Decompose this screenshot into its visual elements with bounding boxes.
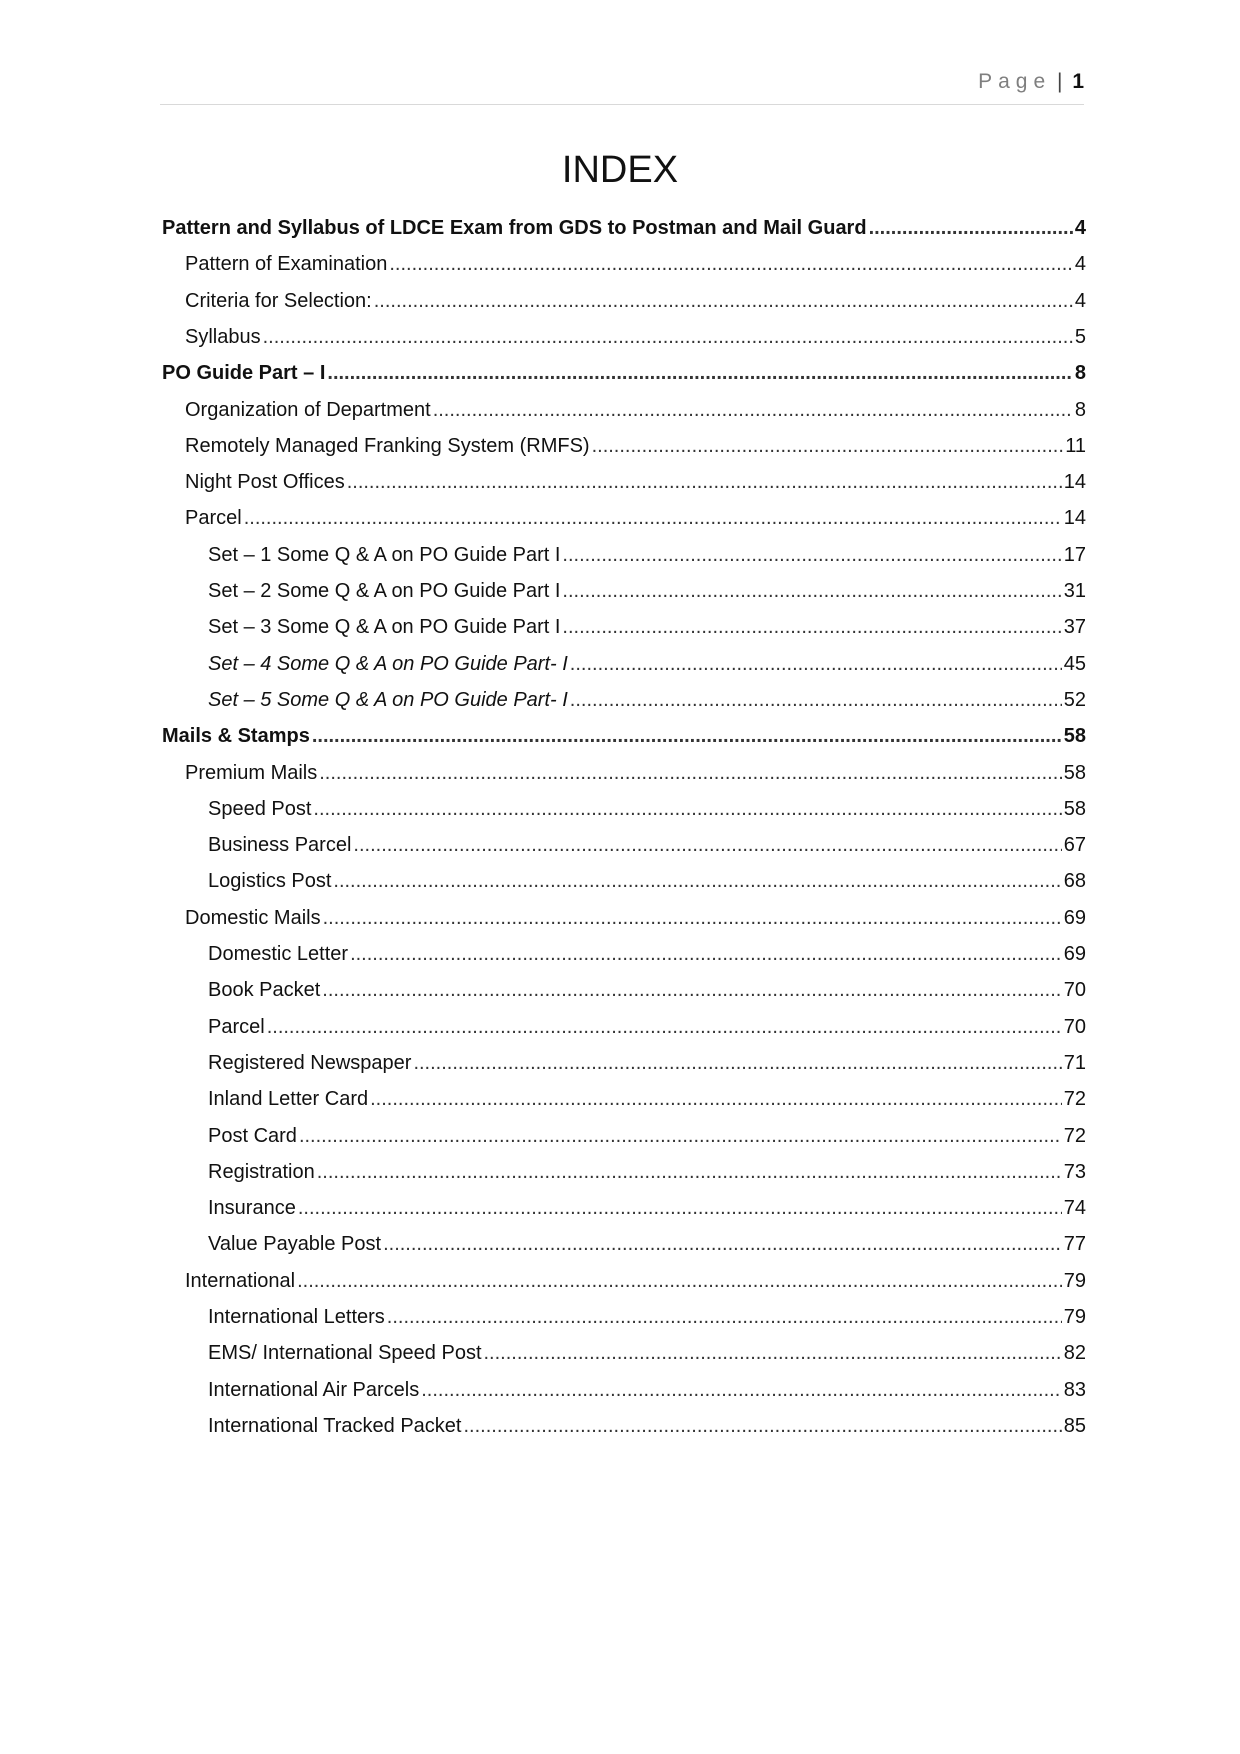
toc-entry-title: Domestic Mails	[185, 906, 321, 929]
toc-dot-leader	[353, 829, 1061, 861]
toc-dot-leader	[347, 466, 1062, 498]
page-separator: |	[1057, 70, 1063, 93]
toc-entry-title: International Air Parcels	[208, 1378, 420, 1401]
toc-dot-leader	[570, 684, 1062, 716]
toc-dot-leader	[299, 1120, 1062, 1152]
toc-entry-page-number: 72	[1063, 1088, 1086, 1111]
toc-entry-title: Pattern and Syllabus of LDCE Exam from GDS to Postman and Mail Guard	[162, 217, 867, 239]
toc-entry-title: International Letters	[208, 1306, 385, 1328]
toc-entry[interactable]	[208, 793, 1086, 825]
toc-entry-title: Premium Mails	[185, 761, 318, 784]
toc-dot-leader	[312, 720, 1062, 752]
toc-entry-title: Domestic Letter	[208, 943, 349, 965]
toc-entry-title: Mails & Stamps	[162, 725, 310, 748]
toc-dot-leader	[244, 502, 1062, 534]
toc-entry-page-number: 72	[1063, 1124, 1086, 1147]
toc-entry[interactable]	[185, 321, 1086, 353]
toc-entry-title: Set – 5 Some Q & A on PO Guide Part- I	[208, 688, 568, 711]
toc-entry[interactable]	[208, 575, 1086, 607]
toc-entry-page-number: 17	[1063, 543, 1086, 566]
toc-entry-title: International Tracked Packet	[208, 1414, 462, 1437]
toc-entry-page-number: 14	[1063, 471, 1086, 494]
toc-dot-leader	[263, 321, 1073, 353]
toc-entry[interactable]	[208, 1047, 1086, 1079]
toc-entry[interactable]	[208, 1374, 1086, 1406]
toc-entry[interactable]	[208, 938, 1086, 970]
toc-entry-page-number: 82	[1063, 1342, 1086, 1365]
toc-entry-page-number: 70	[1063, 979, 1086, 1002]
toc-entry-page-number: 85	[1063, 1414, 1086, 1437]
toc-entry-title: Inland Letter Card	[208, 1088, 369, 1111]
toc-entry-page-number: 83	[1063, 1378, 1086, 1401]
toc-entry-page-number: 68	[1063, 870, 1086, 893]
toc-entry-page-number: 77	[1063, 1233, 1086, 1256]
toc-entry-title: International	[185, 1269, 296, 1292]
toc-entry-title: Syllabus	[185, 325, 261, 348]
toc-entry-page-number: 5	[1074, 325, 1086, 348]
toc-entry-page-number: 37	[1063, 616, 1086, 639]
toc-entry[interactable]	[208, 1011, 1086, 1043]
toc-entry-page-number: 69	[1063, 906, 1086, 929]
toc-entry-title: Book Packet	[208, 979, 321, 1002]
toc-entry[interactable]	[208, 1120, 1086, 1152]
toc-entry-page-number: 69	[1063, 943, 1086, 965]
toc-entry-page-number: 67	[1063, 834, 1086, 857]
toc-entry-title: PO Guide Part – I	[162, 362, 326, 385]
toc-dot-leader	[387, 1301, 1062, 1333]
toc-dot-leader	[313, 793, 1061, 825]
toc-entry[interactable]	[208, 829, 1086, 861]
toc-entry-page-number: 14	[1063, 507, 1086, 530]
toc-entry[interactable]	[208, 611, 1086, 643]
toc-entry-title: Organization of Department	[185, 398, 431, 421]
toc-dot-leader	[319, 757, 1062, 789]
toc-dot-leader	[333, 865, 1061, 897]
toc-entry-page-number: 52	[1063, 688, 1086, 711]
toc-entry[interactable]	[208, 1410, 1086, 1442]
toc-entry-page-number: 58	[1063, 725, 1086, 748]
toc-dot-leader	[592, 430, 1064, 462]
toc-entry[interactable]	[185, 757, 1086, 789]
toc-dot-leader	[484, 1337, 1062, 1369]
toc-dot-leader	[413, 1047, 1061, 1079]
toc-entry-page-number: 11	[1065, 434, 1086, 457]
toc-dot-leader	[267, 1011, 1062, 1043]
toc-entry-title: Business Parcel	[208, 834, 352, 857]
toc-dot-leader	[322, 974, 1061, 1006]
toc-dot-leader	[562, 611, 1061, 643]
toc-entry[interactable]	[208, 648, 1086, 680]
toc-dot-leader	[374, 285, 1073, 317]
toc-entry[interactable]	[185, 248, 1086, 280]
toc-entry-page-number: 31	[1063, 580, 1086, 602]
toc-entry-title: Post Card	[208, 1124, 297, 1147]
index-title: INDEX	[561, 149, 679, 191]
page-label: Page	[978, 70, 1052, 93]
toc-entry-page-number: 74	[1063, 1197, 1086, 1220]
toc-entry-page-number: 70	[1063, 1015, 1086, 1038]
toc-entry-page-number: 8	[1074, 398, 1086, 421]
toc-dot-leader	[570, 648, 1062, 680]
toc-dot-leader	[297, 1265, 1062, 1297]
toc-entry[interactable]	[208, 1301, 1086, 1333]
toc-dot-leader	[421, 1374, 1062, 1406]
toc-entry-title: Criteria for Selection:	[185, 289, 372, 312]
toc-entry-title: Night Post Offices	[185, 471, 345, 494]
toc-dot-leader	[323, 902, 1062, 934]
toc-dot-leader	[463, 1410, 1061, 1442]
toc-entry[interactable]	[162, 212, 1086, 244]
toc-dot-leader	[562, 575, 1061, 607]
toc-entry-title: EMS/ International Speed Post	[208, 1342, 482, 1365]
toc-entry[interactable]	[185, 502, 1086, 534]
toc-entry[interactable]	[162, 357, 1086, 389]
toc-entry-page-number: 71	[1063, 1051, 1086, 1074]
toc-entry-title: Set – 3 Some Q & A on PO Guide Part I	[208, 616, 561, 639]
toc-dot-leader	[327, 357, 1072, 389]
toc-dot-leader	[562, 539, 1061, 571]
toc-entry-title: Speed Post	[208, 797, 312, 820]
toc-entry-page-number: 4	[1074, 217, 1086, 239]
toc-entry-title: Pattern of Examination	[185, 253, 388, 276]
toc-dot-leader	[383, 1228, 1062, 1260]
toc-entry-title: Insurance	[208, 1197, 296, 1220]
toc-entry[interactable]	[208, 1228, 1086, 1260]
toc-dot-leader	[869, 212, 1073, 244]
toc-entry[interactable]	[185, 285, 1086, 317]
toc-entry[interactable]	[208, 539, 1086, 571]
toc-entry-title: Parcel	[185, 507, 242, 530]
toc-dot-leader	[350, 938, 1062, 970]
toc-entry[interactable]	[162, 720, 1086, 752]
toc-entry[interactable]	[208, 1156, 1086, 1188]
toc-entry[interactable]	[185, 902, 1086, 934]
toc-entry-page-number: 4	[1074, 253, 1086, 276]
toc-dot-leader	[317, 1156, 1062, 1188]
toc-entry-title: Registration	[208, 1160, 315, 1183]
toc-entry-page-number: 45	[1063, 652, 1086, 675]
toc-entry-title: Set – 4 Some Q & A on PO Guide Part- I	[208, 652, 568, 675]
toc-dot-leader	[298, 1192, 1062, 1224]
toc-entry[interactable]	[208, 974, 1086, 1006]
toc-entry-title: Set – 2 Some Q & A on PO Guide Part I	[208, 580, 561, 602]
toc-entry[interactable]	[185, 466, 1086, 498]
toc-entry[interactable]	[208, 1192, 1086, 1224]
toc-entry-page-number: 79	[1063, 1306, 1086, 1328]
toc-entry-page-number: 8	[1074, 362, 1086, 385]
toc-entry-title: Registered Newspaper	[208, 1051, 412, 1074]
toc-entry-page-number: 73	[1063, 1160, 1086, 1183]
toc-dot-leader	[433, 394, 1073, 426]
toc-entry[interactable]	[185, 1265, 1086, 1297]
page-header	[160, 70, 1084, 105]
toc-entry-page-number: 4	[1074, 289, 1086, 312]
toc-entry-page-number: 79	[1063, 1269, 1086, 1292]
toc-entry[interactable]	[185, 430, 1086, 462]
toc-entry-title: Value Payable Post	[208, 1233, 382, 1256]
toc-entry-page-number: 58	[1063, 797, 1086, 820]
toc-entry-page-number: 58	[1063, 761, 1086, 784]
toc-entry[interactable]	[208, 1083, 1086, 1115]
toc-entry-title: Parcel	[208, 1015, 265, 1038]
page-number: 1	[1072, 70, 1084, 93]
toc-dot-leader	[370, 1083, 1062, 1115]
toc-entry-title: Remotely Managed Franking System (RMFS)	[185, 434, 590, 457]
toc-dot-leader	[389, 248, 1073, 280]
toc-entry-title: Logistics Post	[208, 870, 332, 893]
toc-entry-title: Set – 1 Some Q & A on PO Guide Part I	[208, 543, 561, 566]
toc-entry[interactable]	[208, 684, 1086, 716]
toc-entry[interactable]	[208, 1337, 1086, 1369]
toc-entry[interactable]	[185, 394, 1086, 426]
toc-entry[interactable]	[208, 865, 1086, 897]
